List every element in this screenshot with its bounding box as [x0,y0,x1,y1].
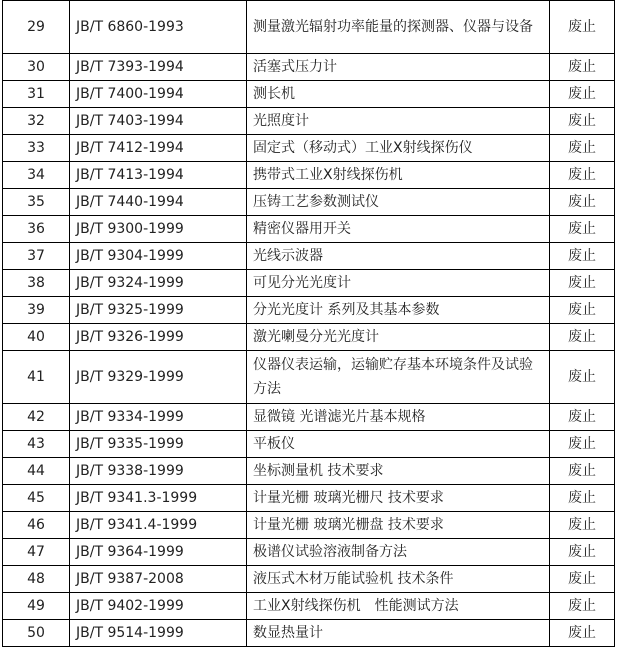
standard-code: JB/T 9304-1999 [70,243,247,270]
standard-name: 计量光栅 玻璃光栅盘 技术要求 [247,512,550,539]
table-row [3,324,615,351]
table-row [3,566,615,593]
standard-code: JB/T 9334-1999 [70,404,247,431]
standard-name: 数显热量计 [247,620,550,647]
row-number: 38 [3,270,70,297]
table-row [3,135,615,162]
standard-name: 坐标测量机 技术要求 [247,458,550,485]
status-cell: 废止 [550,162,615,189]
table-row [3,485,615,512]
row-number: 42 [3,404,70,431]
standard-name: 工业X射线探伤机 性能测试方法 [247,593,550,620]
table-row [3,243,615,270]
row-number: 35 [3,189,70,216]
table-row [3,216,615,243]
standard-code: JB/T 9514-1999 [70,620,247,647]
table-row [3,539,615,566]
standard-code: JB/T 9325-1999 [70,297,247,324]
status-cell: 废止 [550,1,615,54]
row-number: 48 [3,566,70,593]
status-cell: 废止 [550,324,615,351]
standard-name: 固定式（移动式）工业X射线探伤仪 [247,135,550,162]
table-row [3,512,615,539]
standard-name: 光线示波器 [247,243,550,270]
standard-code: JB/T 7440-1994 [70,189,247,216]
status-cell: 废止 [550,135,615,162]
standard-name: 光照度计 [247,108,550,135]
status-cell: 废止 [550,216,615,243]
standard-code: JB/T 9341.4-1999 [70,512,247,539]
standard-name: 活塞式压力计 [247,54,550,81]
standard-code: JB/T 9326-1999 [70,324,247,351]
status-cell: 废止 [550,458,615,485]
standard-code: JB/T 9300-1999 [70,216,247,243]
status-cell: 废止 [550,620,615,647]
row-number: 44 [3,458,70,485]
standard-name: 极谱仪试验溶液制备方法 [247,539,550,566]
standards-table [2,0,615,647]
standard-name: 仪器仪表运输，运输贮存基本环境条件及试验方法 [247,351,550,404]
row-number: 32 [3,108,70,135]
standard-code: JB/T 9364-1999 [70,539,247,566]
status-cell: 废止 [550,189,615,216]
standard-code: JB/T 9402-1999 [70,593,247,620]
row-number: 43 [3,431,70,458]
table-row [3,297,615,324]
standard-code: JB/T 9329-1999 [70,351,247,404]
row-number: 41 [3,351,70,404]
row-number: 45 [3,485,70,512]
row-number: 31 [3,81,70,108]
status-cell: 废止 [550,243,615,270]
standard-name: 分光光度计 系列及其基本参数 [247,297,550,324]
row-number: 33 [3,135,70,162]
table-row [3,108,615,135]
table-row [3,270,615,297]
row-number: 37 [3,243,70,270]
standard-name: 测长机 [247,81,550,108]
standard-name: 测量激光辐射功率能量的探测器、仪器与设备 [247,1,550,54]
standard-name: 可见分光光度计 [247,270,550,297]
status-cell: 废止 [550,108,615,135]
standard-code: JB/T 7400-1994 [70,81,247,108]
standard-name: 平板仪 [247,431,550,458]
standard-code: JB/T 9387-2008 [70,566,247,593]
table-row [3,54,615,81]
status-cell: 废止 [550,431,615,458]
row-number: 36 [3,216,70,243]
status-cell: 废止 [550,404,615,431]
table-row [3,162,615,189]
status-cell: 废止 [550,270,615,297]
row-number: 49 [3,593,70,620]
row-number: 29 [3,1,70,54]
table-row [3,620,615,647]
standard-name: 精密仪器用开关 [247,216,550,243]
standard-code: JB/T 7413-1994 [70,162,247,189]
status-cell: 废止 [550,81,615,108]
status-cell: 废止 [550,351,615,404]
table-row [3,189,615,216]
table-row [3,593,615,620]
status-cell: 废止 [550,539,615,566]
table-row [3,404,615,431]
row-number: 46 [3,512,70,539]
standard-code: JB/T 9324-1999 [70,270,247,297]
status-cell: 废止 [550,512,615,539]
standard-name: 激光喇曼分光光度计 [247,324,550,351]
standard-code: JB/T 6860-1993 [70,1,247,54]
standard-name: 计量光栅 玻璃光栅尺 技术要求 [247,485,550,512]
standard-code: JB/T 9341.3-1999 [70,485,247,512]
standard-name: 压铸工艺参数测试仪 [247,189,550,216]
standard-code: JB/T 7403-1994 [70,108,247,135]
row-number: 39 [3,297,70,324]
row-number: 34 [3,162,70,189]
standard-name: 液压式木材万能试验机 技术条件 [247,566,550,593]
row-number: 47 [3,539,70,566]
status-cell: 废止 [550,485,615,512]
table-row [3,351,615,404]
standard-code: JB/T 7412-1994 [70,135,247,162]
status-cell: 废止 [550,297,615,324]
standard-code: JB/T 9338-1999 [70,458,247,485]
status-cell: 废止 [550,593,615,620]
standard-code: JB/T 7393-1994 [70,54,247,81]
status-cell: 废止 [550,54,615,81]
standards-table-body [3,1,615,647]
row-number: 40 [3,324,70,351]
table-row [3,1,615,54]
table-row [3,431,615,458]
standard-name: 携带式工业X射线探伤机 [247,162,550,189]
standard-code: JB/T 9335-1999 [70,431,247,458]
row-number: 50 [3,620,70,647]
table-row [3,81,615,108]
standard-name: 显微镜 光谱滤光片基本规格 [247,404,550,431]
row-number: 30 [3,54,70,81]
table-row [3,458,615,485]
status-cell: 废止 [550,566,615,593]
